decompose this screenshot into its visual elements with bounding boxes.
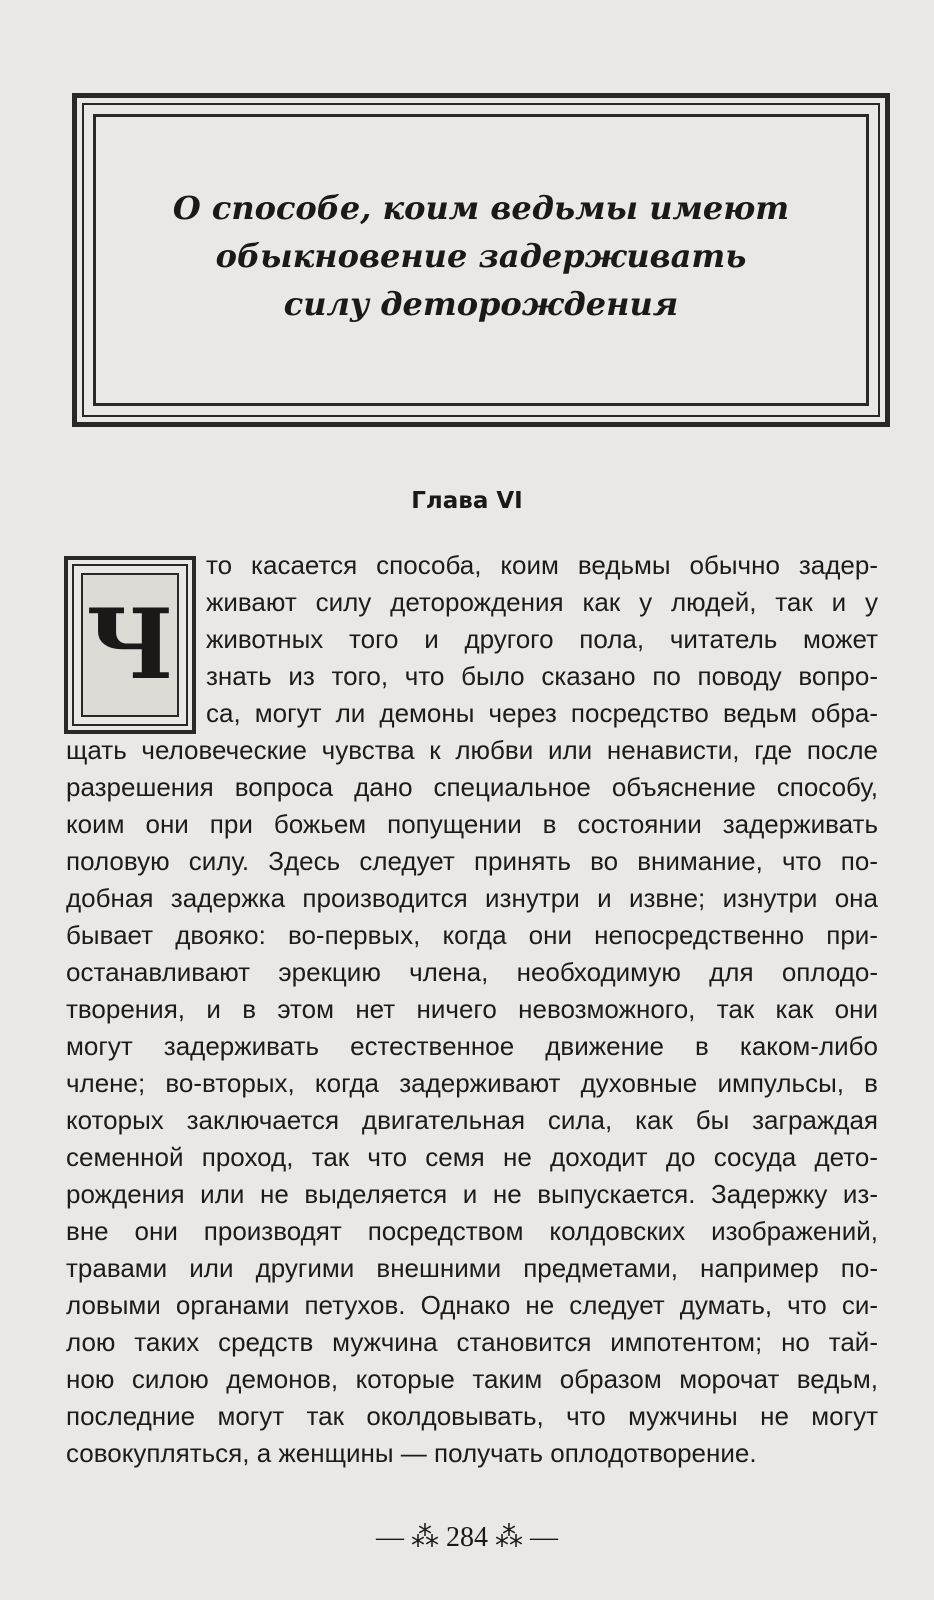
body-line: ною силою демонов, которые таким образом морочат ведьм, xyxy=(66,1364,878,1394)
body-line: знать из того, что было сказано по поводу вопро- xyxy=(206,661,878,691)
drop-cap-frame-mid xyxy=(72,564,188,726)
body-line: семенной проход, так что семя не доходит до сосуда дето- xyxy=(66,1142,878,1172)
drop-cap-frame-inner xyxy=(81,573,179,717)
title-frame xyxy=(72,93,890,427)
body-line: щать человеческие чувства к любви или ненависти, где после xyxy=(66,735,878,765)
body-line: коим они при божьем попущении в состоянии задерживать xyxy=(66,809,878,839)
page-number: — ⁂ 284 ⁂ — xyxy=(376,1522,558,1553)
section-title xyxy=(173,184,789,328)
drop-cap-letter: Ч xyxy=(86,588,174,701)
body-line: разрешения вопроса дано специальное объяснение способу, xyxy=(66,772,878,802)
body-line: могут задерживать естественное движение в каком-либо xyxy=(66,1031,878,1061)
chapter-heading: Глава VI xyxy=(411,488,523,514)
body-line: лою таких средств мужчина становится импотентом; но тай- xyxy=(66,1327,878,1357)
body-line: творения, и в этом нет ничего невозможного, так как они xyxy=(66,994,878,1024)
body-line: которых заключается двигательная сила, как бы заграждая xyxy=(66,1105,878,1135)
body-line: совокупляться, а женщины — получать оплодотворение. xyxy=(66,1438,757,1468)
body-line: травами или другими внешними предметами, например по- xyxy=(66,1253,878,1283)
body-line: вне они производят посредством колдовских изображений, xyxy=(66,1216,878,1246)
body-line: добная задержка производится изнутри и извне; изнутри она xyxy=(66,883,878,913)
body-line: последние могут так околдовывать, что мужчины не могут xyxy=(66,1401,878,1431)
body-line: останавливают эрекцию члена, необходимую для оплодо- xyxy=(66,957,878,987)
drop-cap-frame xyxy=(64,556,196,734)
body-line: са, могут ли демоны через посредство ведьм обра- xyxy=(206,698,878,728)
title-line: О способе, коим ведьмы имеют xyxy=(172,189,790,227)
body-line: ловыми органами петухов. Однако не следует думать, что си- xyxy=(66,1290,878,1320)
title-frame-mid xyxy=(82,103,880,417)
body-line: живают силу деторождения как у людей, так и у xyxy=(206,587,878,617)
body-line: члене; во-вторых, когда задерживают духовные импульсы, в xyxy=(66,1068,878,1098)
title-frame-inner xyxy=(93,114,869,406)
body-line: животных того и другого пола, читатель может xyxy=(206,624,878,654)
title-line: обыкновение задерживать xyxy=(215,237,747,275)
body-line: половую силу. Здесь следует принять во внимание, что по- xyxy=(66,846,878,876)
title-line: силу деторождения xyxy=(283,285,679,323)
body-line: то касается способа, коим ведьмы обычно задер- xyxy=(206,550,878,580)
body-line: рождения или не выделяется и не выпускается. Задержку из- xyxy=(66,1179,878,1209)
body-line: бывает двояко: во-первых, когда они непосредственно при- xyxy=(66,920,878,950)
